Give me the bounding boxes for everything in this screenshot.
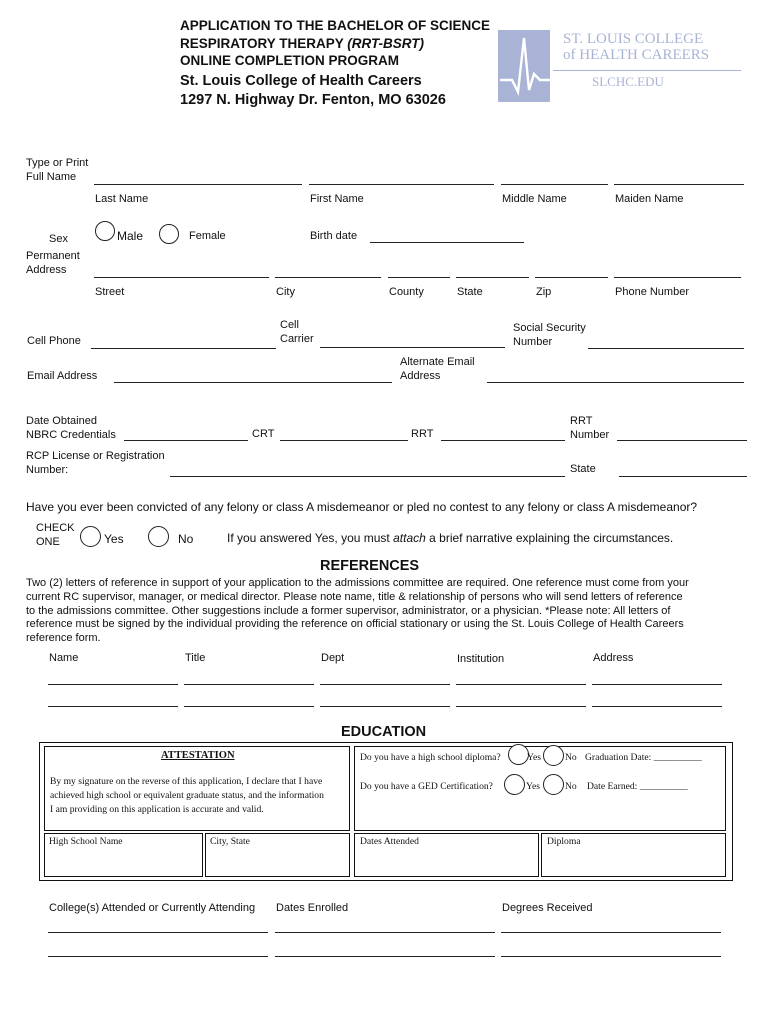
birth-date-field[interactable]	[370, 242, 524, 243]
female-label: Female	[189, 230, 226, 242]
county-field[interactable]	[388, 277, 450, 278]
cell-carrier-field[interactable]	[320, 347, 505, 348]
felony-yes-radio[interactable]	[80, 526, 101, 547]
ref1-name-field[interactable]	[48, 684, 178, 685]
city-state-label: City, State	[210, 836, 250, 847]
last-name-field[interactable]	[94, 184, 302, 185]
male-radio[interactable]	[95, 221, 115, 241]
cell-phone-label: Cell Phone	[27, 335, 81, 347]
degrees1-field[interactable]	[501, 932, 721, 933]
phone-field[interactable]	[614, 277, 741, 278]
hs-name-label: High School Name	[49, 836, 123, 847]
ref-col-title: Title	[185, 652, 206, 664]
rrt-number-field[interactable]	[617, 440, 747, 441]
attestation-title: ATTESTATION	[161, 750, 235, 761]
dates-attended-label: Dates Attended	[360, 836, 419, 847]
crt-label: CRT	[252, 428, 275, 440]
hs-no-label: No	[565, 752, 577, 763]
logo-line-1: ST. LOUIS COLLEGE	[563, 31, 704, 47]
ref2-institution-field[interactable]	[456, 706, 586, 707]
ref1-institution-field[interactable]	[456, 684, 586, 685]
college-attended-label: College(s) Attended or Currently Attending	[49, 902, 256, 914]
rcp-license-label: RCP License or Registration Number:	[26, 450, 165, 476]
crt-field[interactable]	[280, 440, 408, 441]
middle-name-label: Middle Name	[502, 193, 567, 205]
college-address: 1297 N. Highway Dr. Fenton, MO 63026	[180, 92, 446, 108]
dates-enrolled-label: Dates Enrolled	[276, 902, 349, 914]
felony-note: If you answered Yes, you must attach a brief narrative explaining the circumstances.	[227, 531, 674, 545]
rcp-state-label: State	[570, 463, 596, 475]
form-title	[180, 17, 490, 110]
ref-col-dept: Dept	[321, 652, 345, 664]
zip-label: Zip	[536, 286, 552, 298]
ged-yes-radio[interactable]	[504, 774, 525, 795]
felony-no-radio[interactable]	[148, 526, 169, 547]
email-label: Email Address	[27, 370, 98, 382]
attach-emphasis: attach	[393, 531, 426, 545]
education-title: EDUCATION	[341, 724, 427, 740]
graduation-date-field[interactable]: Graduation Date: __________	[585, 752, 702, 763]
city-label: City	[276, 286, 295, 298]
county-label: County	[389, 286, 424, 298]
ged-yes-label: Yes	[526, 781, 540, 792]
ssn-field[interactable]	[588, 348, 744, 349]
diploma-label: Diploma	[547, 836, 581, 847]
date-earned-field[interactable]: Date Earned: __________	[587, 781, 688, 792]
hs-diploma-question: Do you have a high school diploma?	[360, 752, 501, 763]
hs-yes-label: Yes	[527, 752, 541, 763]
ref1-address-field[interactable]	[592, 684, 722, 685]
ref2-title-field[interactable]	[184, 706, 314, 707]
last-name-label: Last Name	[95, 193, 149, 205]
full-name-label: Type or Print Full Name	[26, 157, 89, 183]
date-obtained-label: Date Obtained NBRC Credentials	[26, 415, 116, 441]
street-field[interactable]	[94, 277, 269, 278]
first-name-field[interactable]	[309, 184, 494, 185]
felony-yes-label: Yes	[104, 532, 124, 546]
cell-carrier-label: Cell Carrier	[280, 319, 314, 345]
ekg-logo-icon	[498, 30, 550, 102]
alt-email-field[interactable]	[487, 382, 744, 383]
felony-no-label: No	[178, 532, 194, 546]
state-field[interactable]	[456, 277, 529, 278]
ref-col-name: Name	[49, 652, 79, 664]
street-label: Street	[95, 286, 125, 298]
college2-field[interactable]	[48, 956, 268, 957]
college-name: St. Louis College of Health Careers	[180, 72, 422, 89]
rrt-label: RRT	[411, 428, 434, 440]
alt-email-label: Alternate Email Address	[400, 356, 475, 382]
dates-enrolled1-field[interactable]	[275, 932, 495, 933]
logo-url: SLCHC.EDU	[592, 74, 664, 89]
rcp-state-field[interactable]	[619, 476, 747, 477]
attestation-text: By my signature on the reverse of this application, I declare that I have achieved high school or equivalent graduate status, and the information I am providing on this application is accurate and valid.	[50, 776, 324, 815]
felony-question: Have you ever been convicted of any felony or class A misdemeanor or pled no contest to any felony or class A misdemeanor?	[26, 500, 698, 514]
title-line-3: ONLINE COMPLETION PROGRAM	[180, 53, 399, 68]
first-name-label: First Name	[310, 193, 364, 205]
ged-no-label: No	[565, 781, 577, 792]
permanent-address-label: Permanent Address	[26, 250, 80, 276]
nbrc-date-field[interactable]	[124, 440, 248, 441]
state-label: State	[457, 286, 483, 298]
college1-field[interactable]	[48, 932, 268, 933]
ref-col-institution: Institution	[457, 653, 505, 665]
male-label: Male	[117, 229, 144, 243]
zip-field[interactable]	[535, 277, 608, 278]
title-line-2: RESPIRATORY THERAPY (RRT-BSRT)	[180, 35, 425, 51]
middle-name-field[interactable]	[501, 184, 608, 185]
logo-wordmark	[563, 31, 709, 63]
title-program-code: (RRT-BSRT)	[347, 35, 425, 51]
female-radio[interactable]	[159, 224, 179, 244]
ref-col-address: Address	[593, 652, 634, 664]
email-field[interactable]	[114, 382, 392, 383]
rcp-license-field[interactable]	[170, 476, 565, 477]
maiden-name-label: Maiden Name	[615, 193, 684, 205]
rrt-field[interactable]	[441, 440, 565, 441]
city-field[interactable]	[275, 277, 381, 278]
check-one-label: CHECK ONE	[36, 522, 75, 548]
phone-label: Phone Number	[615, 286, 689, 298]
degrees-received-label: Degrees Received	[502, 902, 593, 914]
ref1-title-field[interactable]	[184, 684, 314, 685]
logo-line-2: of HEALTH CAREERS	[563, 47, 710, 63]
degrees2-field[interactable]	[501, 956, 721, 957]
ref2-dept-field[interactable]	[320, 706, 450, 707]
ref2-name-field[interactable]	[48, 706, 178, 707]
hs-yes-radio[interactable]	[508, 744, 529, 765]
ged-question: Do you have a GED Certification?	[360, 781, 493, 792]
rrt-number-label: RRT Number	[570, 415, 610, 441]
maiden-name-field[interactable]	[614, 184, 744, 185]
sex-label: Sex	[49, 233, 68, 245]
birth-date-label: Birth date	[310, 230, 358, 242]
title-line-1: APPLICATION TO THE BACHELOR OF SCIENCE	[180, 18, 491, 33]
hs-no-radio[interactable]	[543, 745, 564, 766]
cell-phone-field[interactable]	[91, 348, 276, 349]
ref1-dept-field[interactable]	[320, 684, 450, 685]
dates-enrolled2-field[interactable]	[275, 956, 495, 957]
references-instructions: Two (2) letters of reference in support of your application to the admissions committee are required. One reference must come from your current RC supervisor, manager, or medical director. Please note name, title & relationship of persons who will send letters of reference to the admissions committee. Other suggestions include a former supervisor, administrator, or a physician. *Please note: All letters of reference must be signed by the individual providing the reference on official stationary or using the St. Louis College of Health Careers reference form.	[26, 577, 689, 645]
ged-no-radio[interactable]	[543, 774, 564, 795]
ref2-address-field[interactable]	[592, 706, 722, 707]
ssn-label: Social Security Number	[513, 322, 586, 348]
logo-rule	[553, 70, 741, 71]
references-title: REFERENCES	[320, 558, 420, 574]
